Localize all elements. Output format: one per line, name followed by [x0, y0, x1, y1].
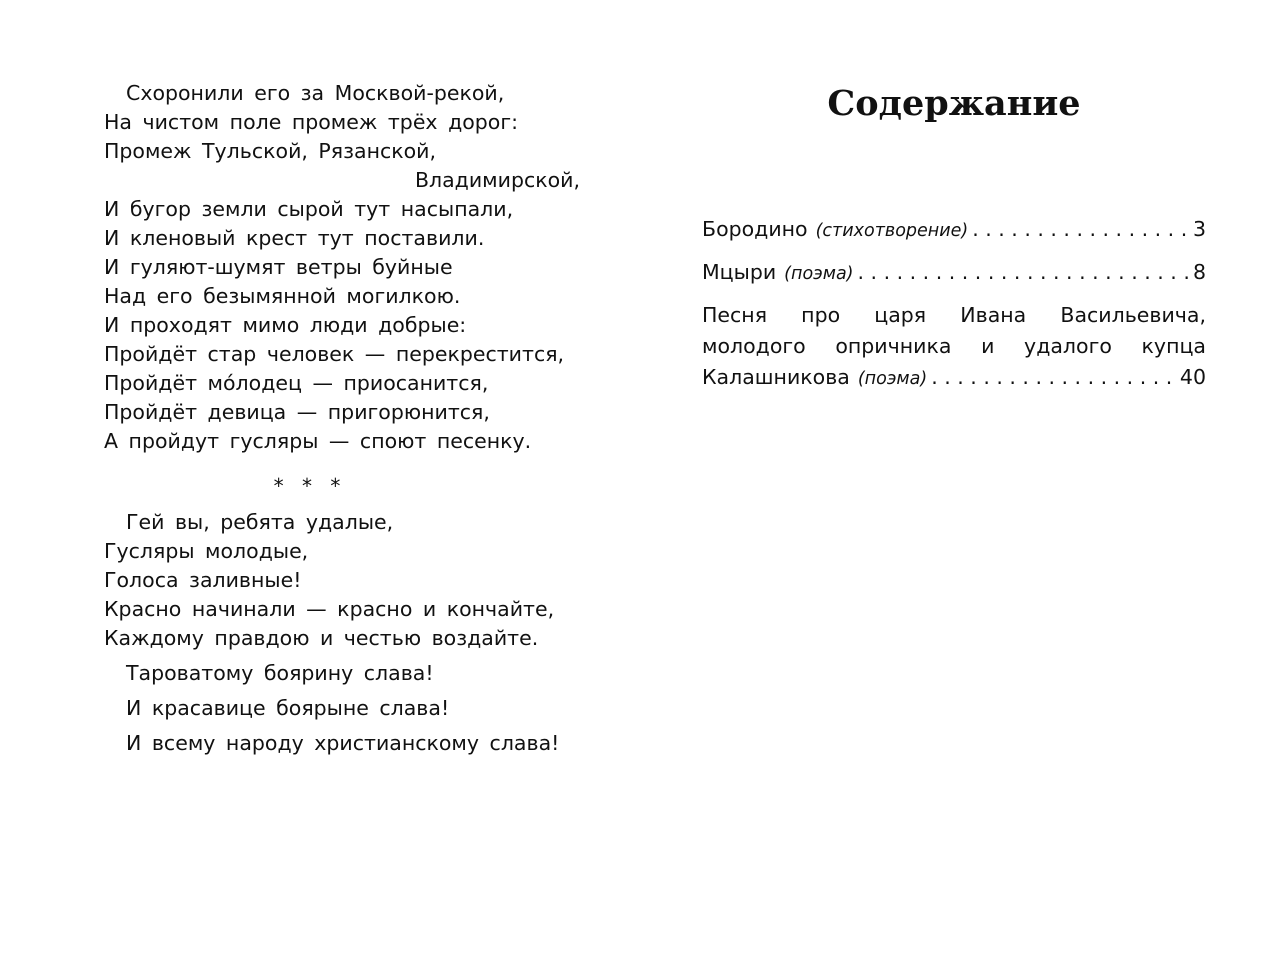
toc-entry-kind: (стихотворение) — [815, 221, 969, 241]
poem-line: Пройдёт мо́лодец — приосанится, — [104, 371, 489, 395]
poem-line: И кленовый крест тут поставили. — [104, 226, 485, 250]
poem-line: Над его безымянной могилкою. — [104, 284, 461, 308]
toc-entry-mtsyri[interactable] — [702, 257, 1206, 290]
poem-stanza-1 — [104, 79, 604, 456]
toc-entry-kind: (поэма) — [857, 369, 928, 389]
right-page — [702, 84, 1206, 405]
poem-line: И проходят мимо люди добрые: — [104, 313, 467, 337]
poem-line: Гей вы, ребята удалые, — [126, 510, 394, 534]
poem-line: И гуляют-шумят ветры буйные — [104, 255, 453, 279]
poem-line: Промеж Тульской, Рязанской, — [104, 139, 437, 163]
toc-entry-title: Мцыри — [702, 260, 777, 284]
poem-line: И бугор земли сырой тут насыпали, — [104, 197, 514, 221]
toc-heading: Содержание — [827, 83, 1081, 124]
poem-refrain — [104, 656, 604, 761]
toc-entry-title: Бородино — [702, 217, 808, 241]
poem-line: Пройдёт стар человек — перекрестится, — [104, 342, 565, 366]
toc-entry-kind: (поэма) — [784, 264, 854, 284]
poem-stanza-2 — [104, 508, 604, 653]
toc-page-number: 40 — [1179, 365, 1206, 389]
toc-page-number: 3 — [1192, 217, 1206, 241]
toc-entry-pesnya[interactable] — [702, 300, 1206, 395]
toc-leader-dots — [972, 214, 1189, 245]
refrain-line: Тароватому боярину слава! — [126, 661, 434, 685]
poem-line: Каждому правдою и честью воздайте. — [104, 626, 539, 650]
poem-line: Пройдёт девица — пригорюнится, — [104, 400, 490, 424]
refrain-line: И всему народу христианскому слава! — [126, 731, 560, 755]
table-of-contents — [702, 214, 1206, 395]
toc-entry-borodino[interactable] — [702, 214, 1206, 247]
poem-line: На чистом поле промеж трёх дорог: — [104, 110, 519, 134]
left-page — [104, 79, 604, 761]
poem-line: Голоса заливные! — [104, 568, 302, 592]
poem-line: Красно начинали — красно и кончайте, — [104, 597, 555, 621]
toc-entry-title-line: молодого опричника и удалого купца — [702, 334, 1206, 358]
toc-entry-title: Калашникова — [702, 365, 850, 389]
toc-page-number: 8 — [1192, 260, 1206, 284]
poem-line: Гусляры молодые, — [104, 539, 309, 563]
toc-leader-dots — [931, 362, 1176, 393]
poem-line: Схоронили его за Москвой-рекой, — [126, 81, 505, 105]
toc-entry-title-line: Песня про царя Ивана Васильевича, — [702, 303, 1206, 327]
stanza-separator: * * * — [273, 474, 347, 498]
poem-line: Владимирской, — [414, 168, 580, 192]
toc-leader-dots — [858, 257, 1189, 288]
refrain-line: И красавице боярыне слава! — [126, 696, 450, 720]
poem-line: А пройдут гусляры — споют песенку. — [104, 429, 532, 453]
